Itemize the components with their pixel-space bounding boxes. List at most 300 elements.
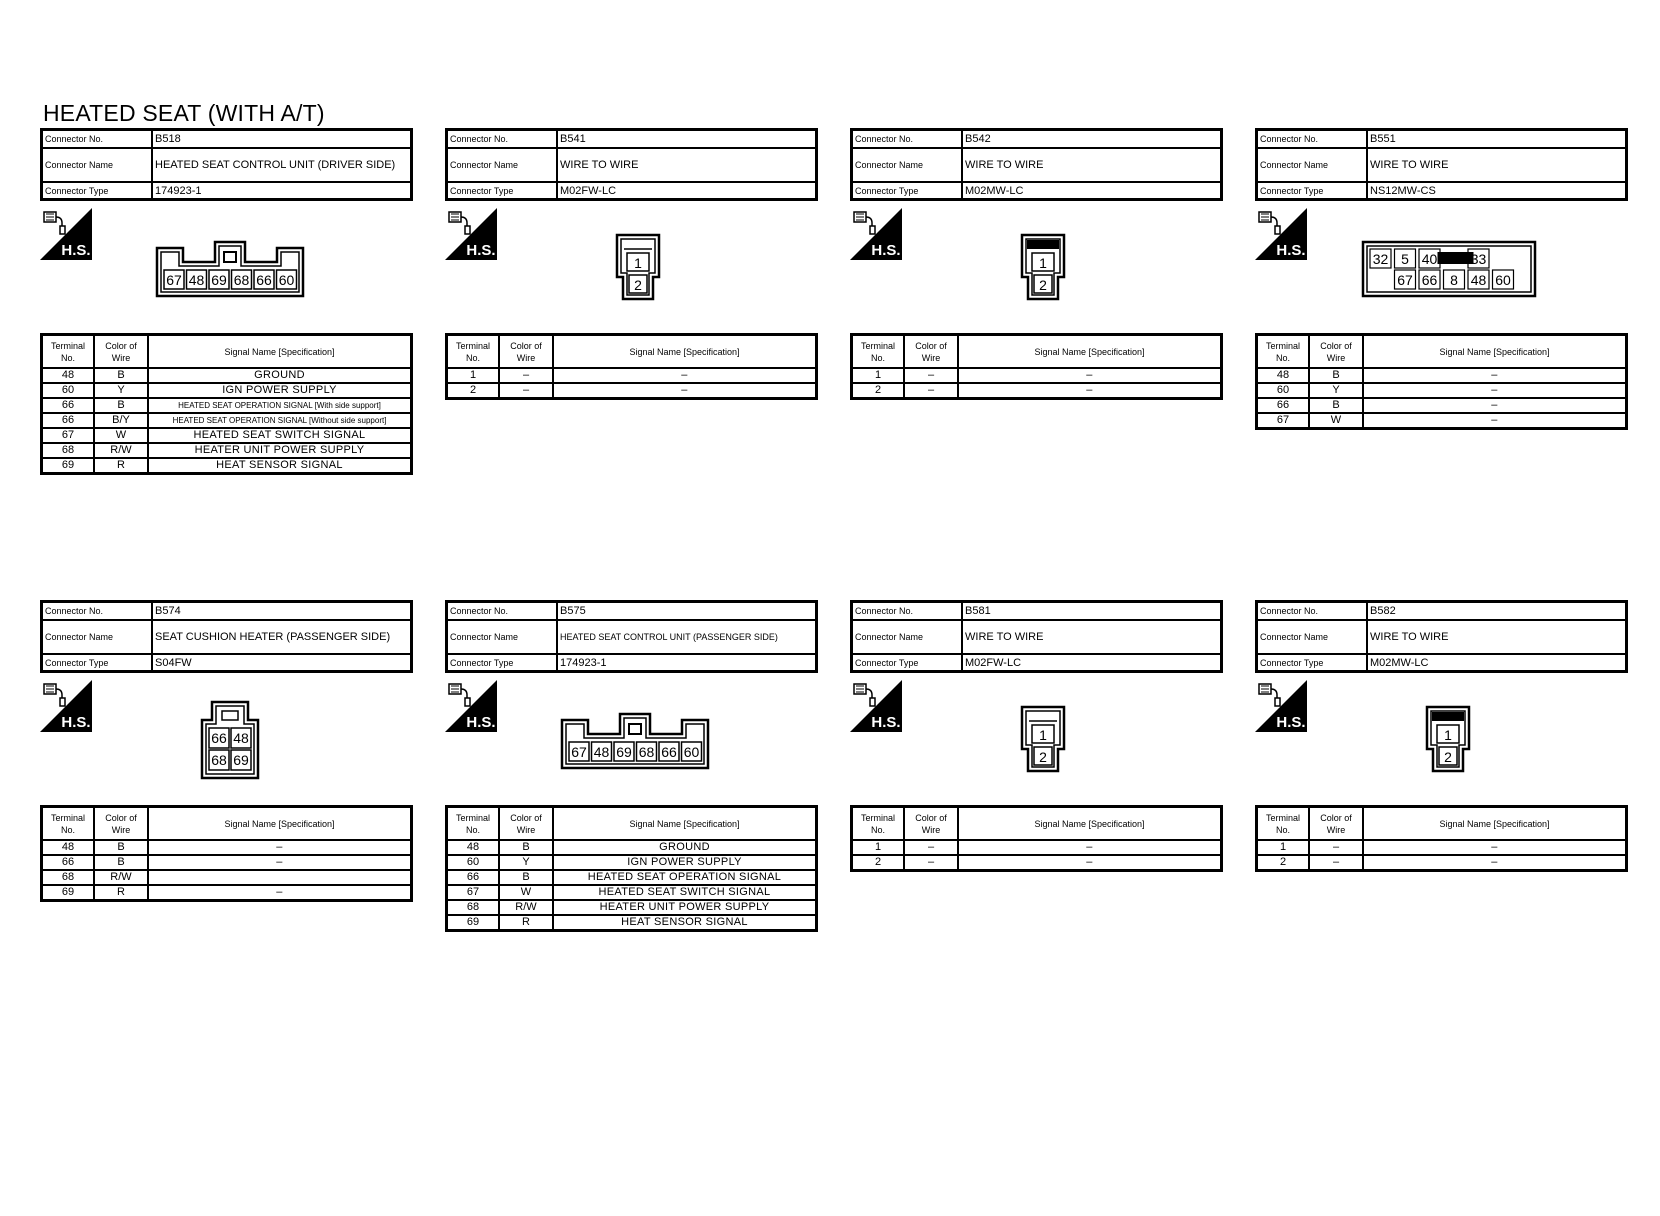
table-row [447,383,817,399]
connector-face [155,240,305,298]
terminal-no-cell: 2 [1257,855,1310,871]
connector-no-row [853,131,1220,147]
connector-name-row [1258,147,1625,181]
wire-color-cell: R/W [94,870,148,885]
connector-name-row [448,619,815,653]
table-row [42,458,412,474]
connector-name-value: WIRE TO WIRE [560,159,639,171]
connector-face [200,700,260,780]
connector-type-value: M02FW-LC [965,656,1022,669]
connector-block-b575 [445,600,818,928]
table-row [42,443,412,458]
connector-name-value: WIRE TO WIRE [1370,159,1449,171]
connector-type-row [448,653,815,670]
signal-name-cell: – [553,383,817,399]
connector-block-b581 [850,600,1223,868]
signal-name-cell: – [1363,368,1627,383]
wire-color-cell: B [499,870,553,885]
connector-name-value: HEATED SEAT CONTROL UNIT (PASSENGER SIDE) [560,632,778,642]
terminal-no-cell: 69 [42,458,95,474]
color-of-wire-header: Color of Wire [499,807,553,841]
connector-no-label: Connector No. [43,603,153,619]
pin-label: 2 [1039,749,1047,765]
signal-name-cell: – [148,885,412,901]
pin-label: 60 [1495,272,1511,288]
table-row [42,885,412,901]
connector-no-row [43,603,410,619]
connector-no-value: B541 [560,133,586,145]
connector-block-b518 [40,128,413,471]
signal-name-cell [148,870,412,885]
terminal-no-cell: 68 [42,870,95,885]
wire-color-cell: B [1309,398,1363,413]
table-row [447,840,817,855]
connector-type-value: M02FW-LC [560,184,617,197]
color-of-wire-header: Color of Wire [904,335,958,369]
connector-name-row [43,619,410,653]
pin-label: 33 [1470,251,1487,267]
connector-no-label: Connector No. [448,131,558,147]
connector-name-label: Connector Name [853,621,963,653]
connector-face [1020,233,1066,301]
connector-block-b574 [40,600,413,898]
terminal-table [40,805,413,902]
connector-no-label: Connector No. [853,131,963,147]
wire-color-cell: – [1309,855,1363,871]
signal-name-cell: HEAT SENSOR SIGNAL [148,458,412,474]
connector-no-value: B551 [1370,133,1396,145]
table-row [42,840,412,855]
wire-color-cell: – [1309,840,1363,855]
pin-label: 69 [211,272,227,288]
terminal-no-cell: 48 [1257,368,1310,383]
connector-name-label: Connector Name [448,621,558,653]
connector-no-row [853,603,1220,619]
signal-name-cell: – [958,840,1222,855]
connector-type-value: NS12MW-CS [1370,184,1436,197]
signal-name-cell: IGN POWER SUPPLY [148,383,412,398]
table-row [42,870,412,885]
wire-color-cell: – [904,368,958,383]
wire-color-cell: B [94,840,148,855]
harness-side-icon [40,680,92,732]
connector-type-label: Connector Type [448,183,558,198]
wire-color-cell: R [499,915,553,931]
signal-name-cell: – [958,855,1222,871]
terminal-no-header: Terminal No. [1257,335,1310,369]
connector-type-value: 174923-1 [560,656,607,669]
terminal-table [445,805,818,932]
terminal-no-header: Terminal No. [852,807,905,841]
signal-name-cell: HEATED SEAT SWITCH SIGNAL [148,428,412,443]
terminal-no-cell: 66 [42,855,95,870]
signal-name-header: Signal Name [Specification] [958,335,1222,369]
svg-text:H.S.: H.S. [61,242,91,259]
signal-name-header: Signal Name [Specification] [553,335,817,369]
connector-face [560,712,710,770]
connector-block-b582 [1255,600,1628,868]
table-row [852,855,1222,871]
color-of-wire-header: Color of Wire [499,335,553,369]
table-row [447,368,817,383]
terminal-no-cell: 1 [447,368,500,383]
wire-color-cell: R/W [499,900,553,915]
wire-color-cell: B [1309,368,1363,383]
terminal-table [850,805,1223,872]
connector-type-label: Connector Type [853,655,963,670]
terminal-table [1255,805,1628,872]
terminal-no-cell: 68 [42,443,95,458]
table-row [447,915,817,931]
color-of-wire-header: Color of Wire [94,335,148,369]
connector-no-row [448,603,815,619]
terminal-table-header [42,807,412,841]
terminal-table [850,333,1223,400]
connector-type-label: Connector Type [853,183,963,198]
signal-name-cell: – [553,368,817,383]
terminal-no-cell: 69 [447,915,500,931]
connector-info-table [40,128,413,201]
signal-name-cell: HEAT SENSOR SIGNAL [553,915,817,931]
connector-no-row [1258,603,1625,619]
connector-name-label: Connector Name [1258,621,1368,653]
pin-label: 48 [1470,272,1487,288]
signal-name-cell: – [1363,840,1627,855]
connector-face [1425,705,1471,773]
wire-color-cell: B/Y [94,413,148,428]
connector-block-b542 [850,128,1223,396]
terminal-no-cell: 67 [1257,413,1310,429]
pin-label: 1 [634,255,642,271]
pin-label: 48 [188,272,205,288]
connector-type-row [43,181,410,198]
connector-no-value: B542 [965,133,991,145]
pin-label: 2 [1444,749,1452,765]
table-row [852,840,1222,855]
connector-type-label: Connector Type [1258,183,1368,198]
table-row [42,428,412,443]
wire-color-cell: Y [94,383,148,398]
harness-side-icon [1255,680,1307,732]
connector-name-row [853,147,1220,181]
terminal-no-header: Terminal No. [447,807,500,841]
connector-name-value: WIRE TO WIRE [965,631,1044,643]
signal-name-cell: – [958,368,1222,383]
wire-color-cell: Y [1309,383,1363,398]
wire-color-cell: B [94,855,148,870]
terminal-no-cell: 67 [447,885,500,900]
svg-text:H.S.: H.S. [61,714,91,731]
connector-type-row [1258,181,1625,198]
connector-no-value: B574 [155,605,181,617]
signal-name-header: Signal Name [Specification] [1363,807,1627,841]
connector-info-table [850,128,1223,201]
table-row [42,398,412,413]
connector-no-label: Connector No. [1258,603,1368,619]
terminal-table-header [447,335,817,369]
svg-text:H.S.: H.S. [1276,714,1306,731]
signal-name-header: Signal Name [Specification] [1363,335,1627,369]
signal-name-cell: – [1363,413,1627,429]
pin-label: 67 [166,272,182,288]
color-of-wire-header: Color of Wire [1309,335,1363,369]
terminal-no-cell: 48 [447,840,500,855]
terminal-no-cell: 2 [852,855,905,871]
color-of-wire-header: Color of Wire [904,807,958,841]
terminal-no-header: Terminal No. [42,335,95,369]
harness-side-icon [850,208,902,260]
table-row [42,383,412,398]
connector-info-table [850,600,1223,673]
terminal-no-cell: 1 [1257,840,1310,855]
wire-color-cell: – [904,840,958,855]
connector-no-value: B575 [560,605,586,617]
terminal-no-cell: 60 [447,855,500,870]
table-row [1257,368,1627,383]
svg-text:H.S.: H.S. [466,242,496,259]
pin-label: 66 [211,730,227,746]
signal-name-cell: GROUND [553,840,817,855]
connector-info-table [445,128,818,201]
table-row [42,413,412,428]
pin-label: 1 [1444,727,1452,743]
svg-text:H.S.: H.S. [1276,242,1306,259]
color-of-wire-header: Color of Wire [1309,807,1363,841]
connector-name-row [43,147,410,181]
pin-label: 66 [661,744,677,760]
connector-name-value: WIRE TO WIRE [1370,631,1449,643]
terminal-no-cell: 48 [42,840,95,855]
terminal-no-cell: 66 [447,870,500,885]
connector-type-value: 174923-1 [155,184,202,197]
connector-info-table [1255,128,1628,201]
signal-name-cell: – [1363,398,1627,413]
connector-type-row [853,653,1220,670]
connector-face [1020,705,1066,773]
connector-no-value: B581 [965,605,991,617]
signal-name-header: Signal Name [Specification] [148,807,412,841]
terminal-table-header [1257,335,1627,369]
wire-color-cell: R [94,885,148,901]
connector-type-value: S04FW [155,656,192,669]
wire-color-cell: R/W [94,443,148,458]
connector-type-label: Connector Type [43,655,153,670]
pin-label: 48 [593,744,610,760]
connector-no-label: Connector No. [853,603,963,619]
terminal-no-cell: 66 [1257,398,1310,413]
connector-type-row [1258,653,1625,670]
svg-text:H.S.: H.S. [466,714,496,731]
connector-type-value: M02MW-LC [1370,656,1429,669]
table-row [852,383,1222,399]
connector-type-label: Connector Type [43,183,153,198]
table-row [852,368,1222,383]
table-row [1257,383,1627,398]
connector-name-label: Connector Name [448,149,558,181]
pin-label: 40 [1421,251,1438,267]
pin-label: 2 [634,277,642,293]
connector-name-label: Connector Name [43,149,153,181]
signal-name-cell: HEATER UNIT POWER SUPPLY [148,443,412,458]
pin-label: 8 [1450,272,1458,288]
pin-label: 69 [616,744,632,760]
terminal-no-header: Terminal No. [852,335,905,369]
table-row [1257,413,1627,429]
pin-label: 67 [1397,272,1413,288]
pin-label: 48 [233,730,249,746]
connector-no-row [43,131,410,147]
connector-name-label: Connector Name [1258,149,1368,181]
harness-side-icon [445,208,497,260]
wire-color-cell: W [94,428,148,443]
signal-name-cell: – [1363,855,1627,871]
pin-label: 5 [1401,251,1409,267]
table-row [447,870,817,885]
wire-color-cell: B [499,840,553,855]
signal-name-cell: HEATED SEAT OPERATION SIGNAL [553,870,817,885]
connector-name-value: SEAT CUSHION HEATER (PASSENGER SIDE) [155,631,391,643]
wire-color-cell: B [94,368,148,383]
table-row [447,900,817,915]
wire-color-cell: – [904,855,958,871]
connector-face [1361,240,1537,298]
pin-label: 68 [211,752,227,768]
connector-type-value: M02MW-LC [965,184,1024,197]
terminal-no-header: Terminal No. [1257,807,1310,841]
signal-name-header: Signal Name [Specification] [553,807,817,841]
table-row [1257,840,1627,855]
terminal-table-header [1257,807,1627,841]
wire-color-cell: W [499,885,553,900]
signal-name-cell: HEATER UNIT POWER SUPPLY [553,900,817,915]
page-title: HEATED SEAT (WITH A/T) [43,100,325,126]
wire-color-cell: – [499,383,553,399]
connector-name-row [1258,619,1625,653]
terminal-no-cell: 2 [447,383,500,399]
terminal-no-header: Terminal No. [42,807,95,841]
signal-name-cell: HEATED SEAT OPERATION SIGNAL [Without side support] [148,413,412,428]
signal-name-cell: – [1363,383,1627,398]
table-row [1257,855,1627,871]
pin-label: 2 [1039,277,1047,293]
terminal-table [1255,333,1628,430]
wire-color-cell: – [904,383,958,399]
connector-type-label: Connector Type [448,655,558,670]
pin-label: 67 [571,744,587,760]
terminal-no-cell: 1 [852,368,905,383]
connector-block-b541 [445,128,818,396]
svg-text:H.S.: H.S. [871,714,901,731]
table-row [42,368,412,383]
table-row [447,855,817,870]
signal-name-cell: GROUND [148,368,412,383]
pin-label: 1 [1039,727,1047,743]
table-row [1257,398,1627,413]
terminal-table-header [852,335,1222,369]
terminal-no-cell: 48 [42,368,95,383]
terminal-no-cell: 68 [447,900,500,915]
connector-no-label: Connector No. [43,131,153,147]
pin-label: 69 [233,752,249,768]
svg-text:H.S.: H.S. [871,242,901,259]
connector-info-table [40,600,413,673]
wire-color-cell: B [94,398,148,413]
connector-type-label: Connector Type [1258,655,1368,670]
connector-type-row [853,181,1220,198]
harness-side-icon [1255,208,1307,260]
wire-color-cell: W [1309,413,1363,429]
signal-name-cell: HEATED SEAT OPERATION SIGNAL [With side support] [148,398,412,413]
connector-type-row [43,653,410,670]
terminal-table [40,333,413,475]
pin-label: 1 [1039,255,1047,271]
connector-no-value: B582 [1370,605,1396,617]
connector-info-table [1255,600,1628,673]
harness-side-icon [40,208,92,260]
signal-name-cell: IGN POWER SUPPLY [553,855,817,870]
terminal-no-cell: 60 [1257,383,1310,398]
connector-face [615,233,661,301]
connector-type-row [448,181,815,198]
connector-name-row [448,147,815,181]
pin-label: 68 [638,744,655,760]
wire-color-cell: Y [499,855,553,870]
terminal-no-cell: 66 [42,398,95,413]
terminal-table-header [42,335,412,369]
terminal-no-cell: 60 [42,383,95,398]
table-row [447,885,817,900]
terminal-no-header: Terminal No. [447,335,500,369]
wire-color-cell: – [499,368,553,383]
connector-info-table [445,600,818,673]
connector-block-b551 [1255,128,1628,426]
harness-side-icon [445,680,497,732]
pin-label: 66 [256,272,272,288]
connector-no-label: Connector No. [448,603,558,619]
table-row [42,855,412,870]
signal-name-header: Signal Name [Specification] [958,807,1222,841]
terminal-no-cell: 66 [42,413,95,428]
harness-side-icon [850,680,902,732]
signal-name-header: Signal Name [Specification] [148,335,412,369]
signal-name-cell: – [958,383,1222,399]
terminal-no-cell: 69 [42,885,95,901]
terminal-no-cell: 67 [42,428,95,443]
connector-name-row [853,619,1220,653]
signal-name-cell: – [148,855,412,870]
signal-name-cell: HEATED SEAT SWITCH SIGNAL [553,885,817,900]
connector-no-label: Connector No. [1258,131,1368,147]
pin-label: 68 [233,272,250,288]
terminal-table-header [447,807,817,841]
connector-name-value: HEATED SEAT CONTROL UNIT (DRIVER SIDE) [155,159,396,171]
connector-name-label: Connector Name [43,621,153,653]
connector-no-value: B518 [155,133,181,145]
pin-label: 60 [278,272,295,288]
terminal-no-cell: 1 [852,840,905,855]
connector-no-row [1258,131,1625,147]
pin-label: 66 [1421,272,1438,288]
connector-name-value: WIRE TO WIRE [965,159,1044,171]
terminal-table [445,333,818,400]
color-of-wire-header: Color of Wire [94,807,148,841]
pin-label: 32 [1372,251,1389,267]
pin-label: 60 [683,744,700,760]
wire-color-cell: R [94,458,148,474]
terminal-no-cell: 2 [852,383,905,399]
connector-no-row [448,131,815,147]
connector-name-label: Connector Name [853,149,963,181]
